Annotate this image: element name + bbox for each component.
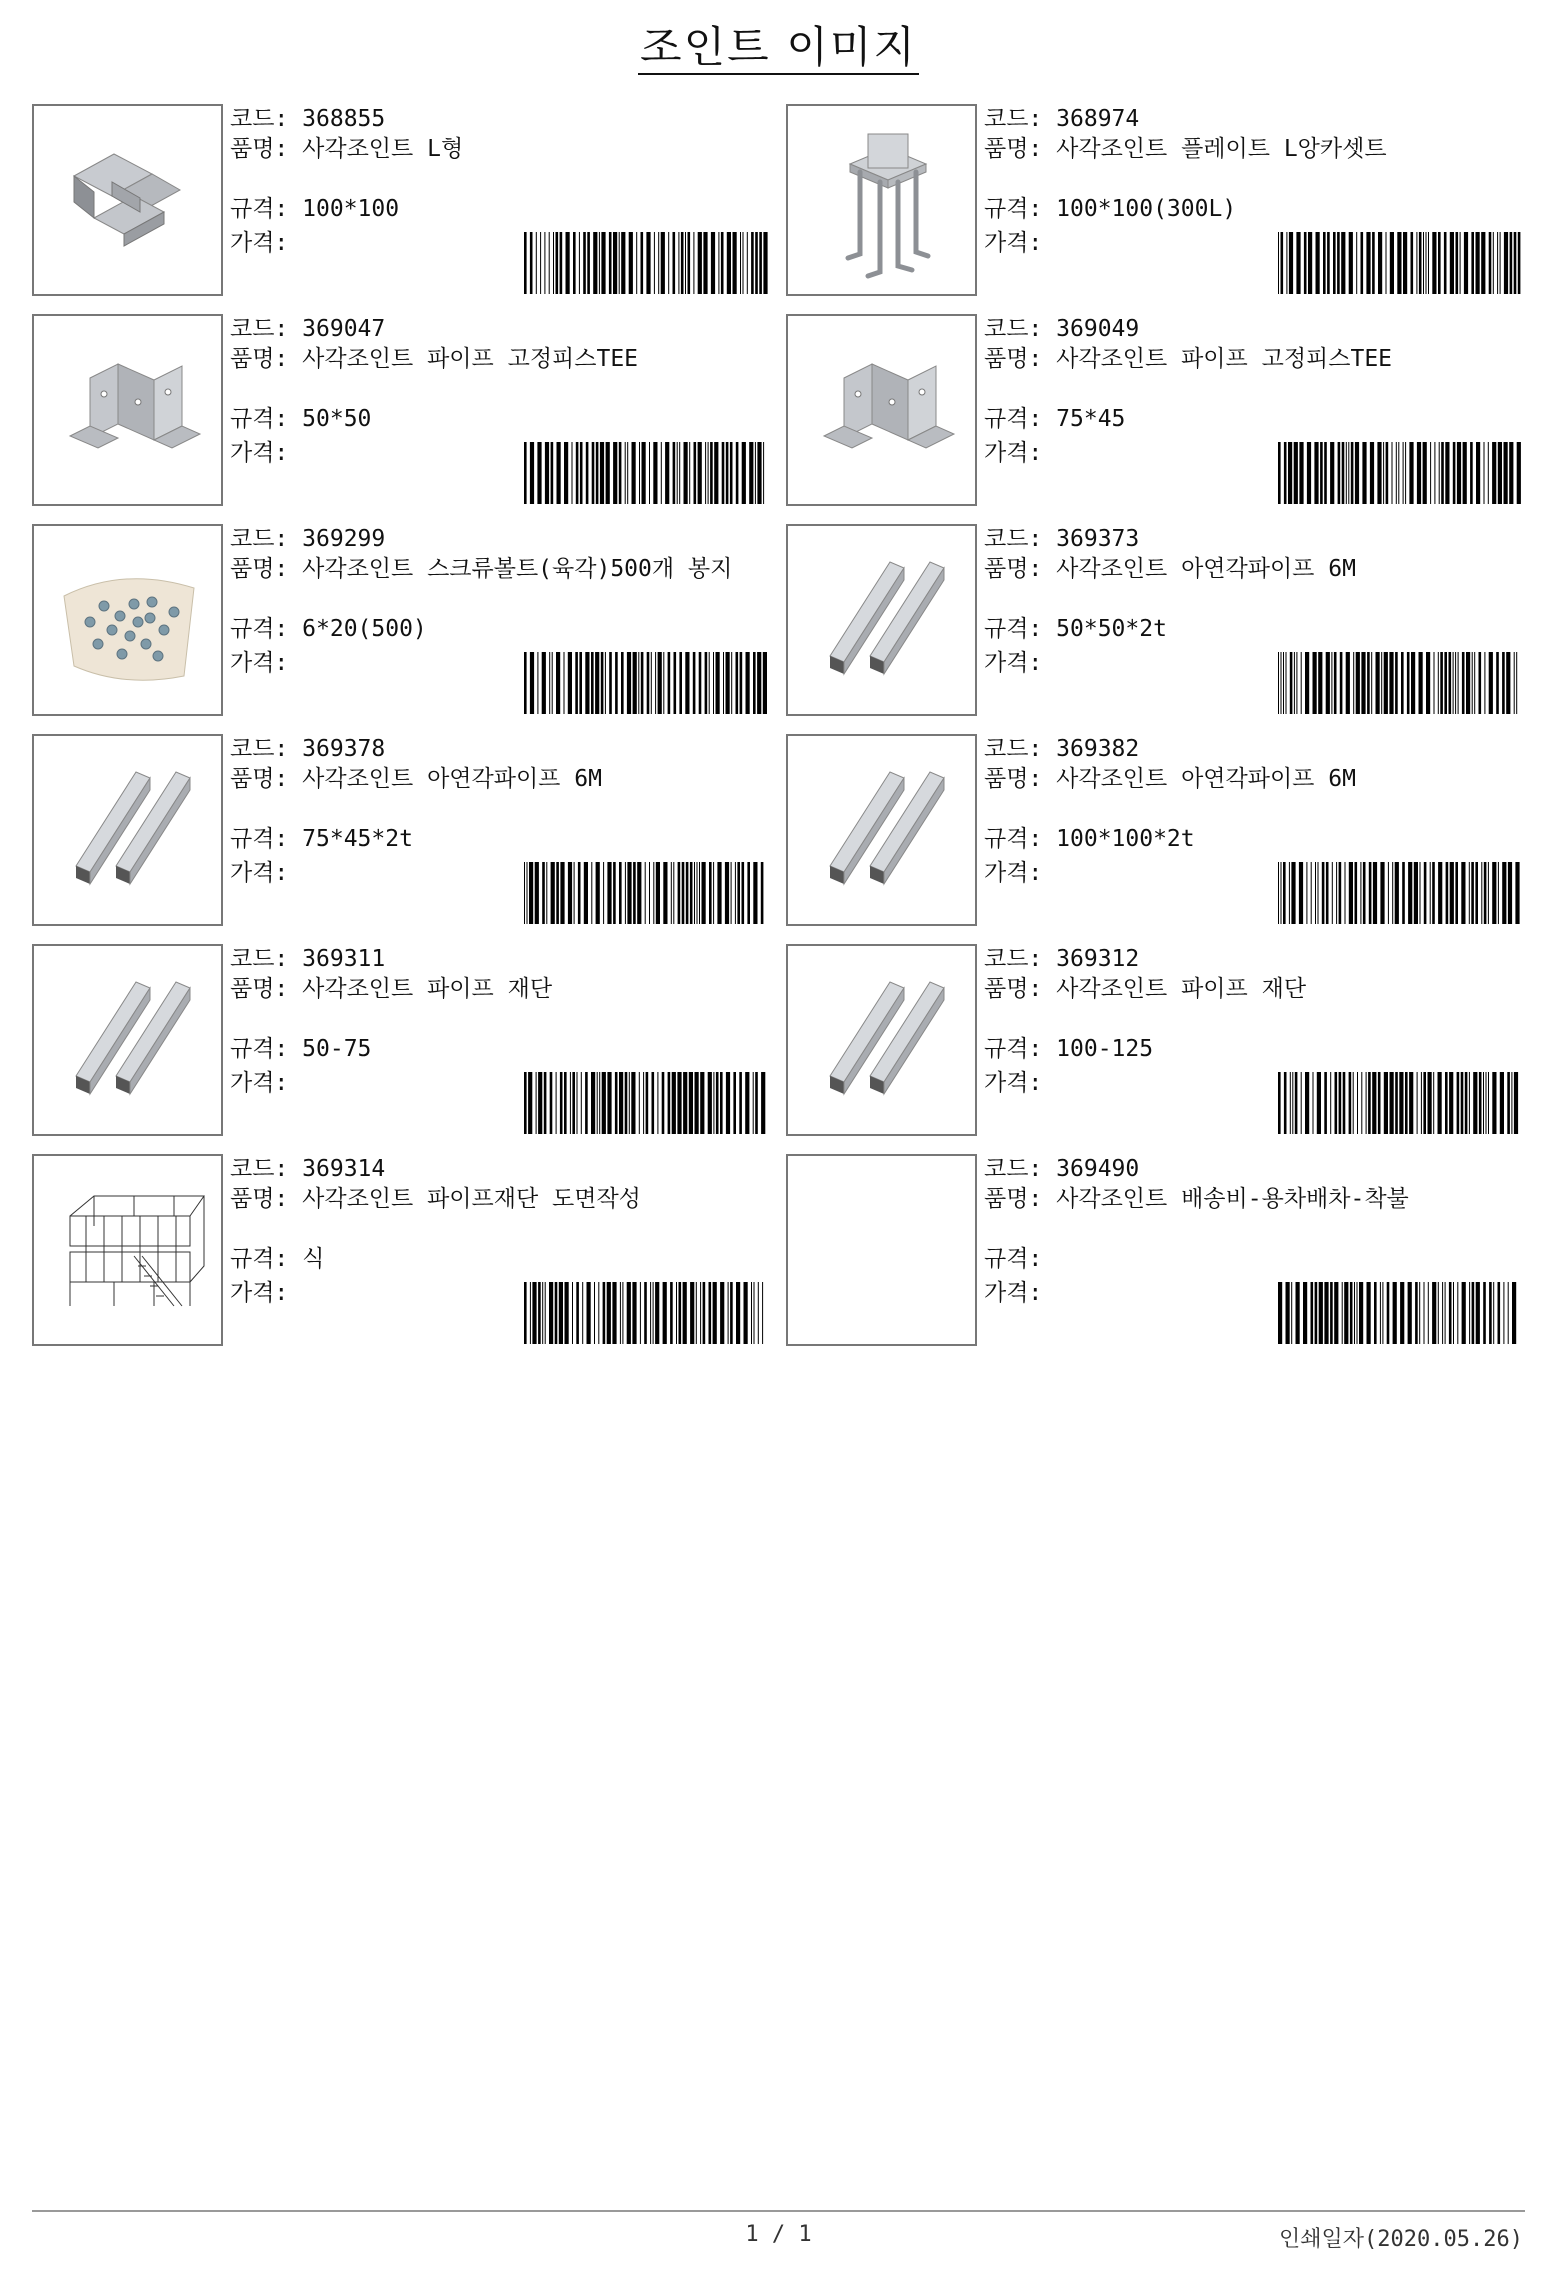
item-thumbnail	[786, 1154, 977, 1346]
item-price-line: 가격:	[230, 1070, 289, 1096]
tee-bracket-image	[34, 316, 221, 504]
item-card	[32, 524, 780, 716]
barcode	[522, 1282, 772, 1344]
item-price-line: 가격:	[984, 1280, 1043, 1306]
item-code-line: 코드: 368974	[984, 106, 1140, 132]
item-code-line: 코드: 369312	[984, 946, 1140, 972]
item-price-line: 가격:	[230, 1280, 289, 1306]
square-pipes-image	[788, 526, 975, 714]
item-spec-line: 규격: 100-125	[984, 1036, 1154, 1062]
item-card	[32, 104, 780, 296]
item-price-line: 가격:	[984, 860, 1043, 886]
item-name-line: 품명: 사각조인트 아연각파이프 6M	[230, 766, 602, 792]
item-thumbnail	[32, 1154, 223, 1346]
barcode	[1276, 862, 1526, 924]
item-spec-line: 규격: 50*50*2t	[984, 616, 1167, 642]
item-thumbnail	[786, 734, 977, 926]
item-thumbnail	[32, 944, 223, 1136]
item-code-line: 코드: 369047	[230, 316, 386, 342]
page-number: 1 / 1	[745, 2222, 812, 2247]
item-spec-line: 규격: 식	[230, 1246, 325, 1272]
none-image	[788, 1156, 975, 1344]
tee-bracket-image	[788, 316, 975, 504]
item-card	[786, 944, 1534, 1136]
item-thumbnail	[786, 944, 977, 1136]
item-card	[32, 944, 780, 1136]
page-title: 조인트 이미지	[640, 23, 917, 73]
barcode	[522, 232, 772, 294]
item-name-line: 품명: 사각조인트 아연각파이프 6M	[984, 766, 1356, 792]
square-pipes-image	[788, 946, 975, 1134]
item-name-line: 품명: 사각조인트 파이프 고정피스TEE	[230, 346, 639, 372]
item-card	[786, 1154, 1534, 1346]
item-spec-line: 규격: 100*100(300L)	[984, 196, 1237, 222]
item-card	[786, 524, 1534, 716]
barcode	[1276, 1072, 1526, 1134]
item-code-line: 코드: 369049	[984, 316, 1140, 342]
item-name-line: 품명: 사각조인트 L형	[230, 136, 464, 162]
item-thumbnail	[786, 104, 977, 296]
item-thumbnail	[32, 314, 223, 506]
item-thumbnail	[786, 524, 977, 716]
print-date: 인쇄일자(2020.05.26)	[1279, 2227, 1523, 2252]
item-code-line: 코드: 369314	[230, 1156, 386, 1182]
barcode	[1276, 232, 1526, 294]
item-price-line: 가격:	[230, 650, 289, 676]
square-pipes-image	[34, 946, 221, 1134]
item-spec-line: 규격:	[984, 1246, 1043, 1272]
item-code-line: 코드: 368855	[230, 106, 386, 132]
item-price-line: 가격:	[230, 860, 289, 886]
item-price-line: 가격:	[230, 230, 289, 256]
item-name-line: 품명: 사각조인트 스크류볼트(육각)500개 봉지	[230, 556, 733, 582]
footer-divider	[32, 2210, 1525, 2212]
screw-bag-image	[34, 526, 221, 714]
item-spec-line: 규격: 50-75	[230, 1036, 372, 1062]
item-price-line: 가격:	[984, 1070, 1043, 1096]
barcode	[522, 1072, 772, 1134]
l-bracket-plate-image	[34, 106, 221, 294]
item-code-line: 코드: 369311	[230, 946, 386, 972]
item-code-line: 코드: 369299	[230, 526, 386, 552]
barcode	[1276, 1282, 1526, 1344]
item-card	[786, 104, 1534, 296]
item-spec-line: 규격: 75*45	[984, 406, 1126, 432]
item-code-line: 코드: 369490	[984, 1156, 1140, 1182]
barcode	[522, 442, 772, 504]
item-thumbnail	[32, 524, 223, 716]
item-code-line: 코드: 369382	[984, 736, 1140, 762]
item-spec-line: 규격: 50*50	[230, 406, 372, 432]
structure-drawing-image	[34, 1156, 221, 1344]
item-thumbnail	[32, 734, 223, 926]
item-spec-line: 규격: 6*20(500)	[230, 616, 427, 642]
barcode	[1276, 652, 1526, 714]
item-card	[32, 734, 780, 926]
barcode	[522, 862, 772, 924]
item-code-line: 코드: 369378	[230, 736, 386, 762]
item-card	[32, 1154, 780, 1346]
item-card	[786, 734, 1534, 926]
barcode	[1276, 442, 1526, 504]
anchor-plate-set-image	[788, 106, 975, 294]
square-pipes-image	[788, 736, 975, 924]
item-code-line: 코드: 369373	[984, 526, 1140, 552]
item-thumbnail	[32, 104, 223, 296]
item-thumbnail	[786, 314, 977, 506]
item-spec-line: 규격: 75*45*2t	[230, 826, 413, 852]
item-name-line: 품명: 사각조인트 배송비-용차배차-착불	[984, 1186, 1409, 1212]
item-spec-line: 규격: 100*100*2t	[984, 826, 1195, 852]
item-name-line: 품명: 사각조인트 파이프 재단	[984, 976, 1307, 1002]
item-name-line: 품명: 사각조인트 플레이트 L앙카셋트	[984, 136, 1387, 162]
item-name-line: 품명: 사각조인트 아연각파이프 6M	[984, 556, 1356, 582]
item-price-line: 가격:	[984, 230, 1043, 256]
item-name-line: 품명: 사각조인트 파이프재단 도면작성	[230, 1186, 641, 1212]
square-pipes-image	[34, 736, 221, 924]
item-price-line: 가격:	[230, 440, 289, 466]
barcode	[522, 652, 772, 714]
item-name-line: 품명: 사각조인트 파이프 고정피스TEE	[984, 346, 1393, 372]
item-spec-line: 규격: 100*100	[230, 196, 400, 222]
item-name-line: 품명: 사각조인트 파이프 재단	[230, 976, 553, 1002]
item-card	[786, 314, 1534, 506]
item-price-line: 가격:	[984, 440, 1043, 466]
item-card	[32, 314, 780, 506]
item-price-line: 가격:	[984, 650, 1043, 676]
